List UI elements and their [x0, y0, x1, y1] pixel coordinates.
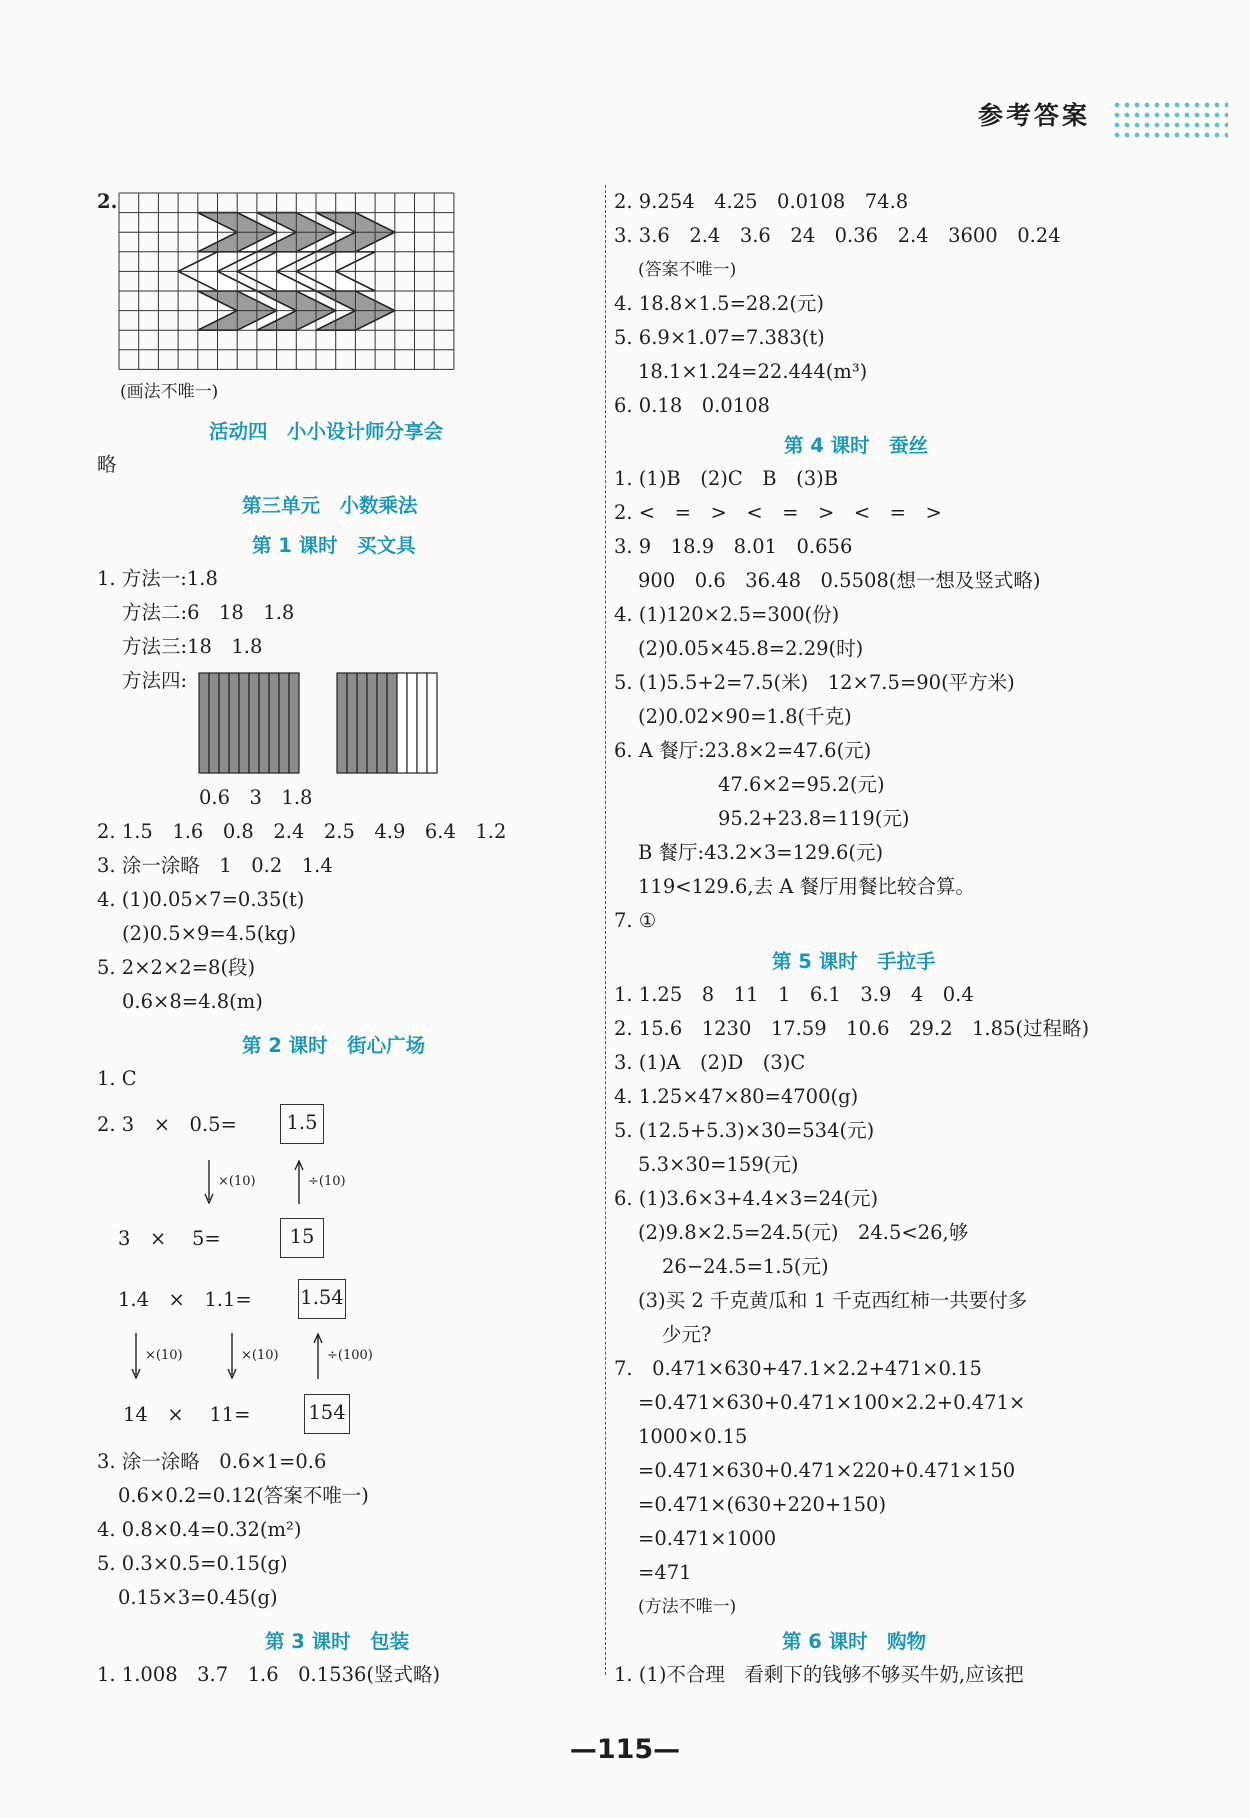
- r-q5-line2: 18.1×1.24=22.444(m³): [638, 360, 868, 383]
- arrow-up-icon: [293, 1160, 305, 1204]
- l1-q1-line4: 方法四:: [122, 669, 188, 692]
- lesson-5-heading: 第 5 课时 手拉手: [772, 950, 936, 973]
- l4-q7: 7. ①: [614, 909, 657, 932]
- header-dot-pattern: [1112, 100, 1228, 142]
- l5-q7-line1: 7. 0.471×630+47.1×2.2+471×0.15: [614, 1357, 982, 1380]
- l2-q3-line1: 3. 涂一涂略 0.6×1=0.6: [97, 1450, 327, 1473]
- l5-q3: 3. (1)A (2)D (3)C: [614, 1051, 806, 1074]
- l1-q1-line2: 方法二:6 18 1.8: [122, 601, 295, 624]
- unit-3-heading: 第三单元 小数乘法: [242, 494, 418, 517]
- l2-q4: 4. 0.8×0.4=0.32(m²): [97, 1518, 302, 1541]
- strip-cell: [397, 673, 407, 773]
- l4-q3-line2: 900 0.6 36.48 0.5508(想一想及竖式略): [638, 569, 1041, 592]
- strip-cell: [417, 673, 427, 773]
- l5-q1: 1. 1.25 8 11 1 6.1 3.9 4 0.4: [614, 983, 974, 1006]
- l5-q6-line4: (3)买 2 千克黄瓜和 1 千克西红柿一共要付多: [638, 1289, 1028, 1312]
- l4-q6-line4: B 餐厅:43.2×3=129.6(元): [638, 841, 884, 864]
- l5-q7-line7: =471: [638, 1561, 692, 1584]
- l1-q5-line2: 0.6×8=4.8(m): [122, 990, 263, 1013]
- l1-q2: 2. 1.5 1.6 0.8 2.4 2.5 4.9 6.4 1.2: [97, 820, 507, 843]
- lesson-4-heading: 第 4 课时 蚕丝: [784, 434, 929, 457]
- l2-q2-box4: 154: [304, 1394, 350, 1434]
- l5-q7-line6: =0.471×1000: [638, 1527, 777, 1550]
- strip-cell: [209, 673, 219, 773]
- l4-q5-line1: 5. (1)5.5+2=7.5(米) 12×7.5=90(平方米): [614, 671, 1015, 694]
- l2-q2-box3: 1.54: [298, 1279, 346, 1319]
- l5-q5-line2: 5.3×30=159(元): [638, 1153, 799, 1176]
- strip-cell: [347, 673, 357, 773]
- l2-q2-box1: 1.5: [280, 1104, 324, 1144]
- l3-q1: 1. 1.008 3.7 1.6 0.1536(竖式略): [97, 1663, 441, 1686]
- l4-q6-line2: 47.6×2=95.2(元): [718, 773, 885, 796]
- answer-lue: 略: [97, 453, 117, 476]
- l2-q2-row3: 1.4 × 1.1=: [118, 1288, 252, 1311]
- strip-cell: [249, 673, 259, 773]
- l4-q2: 2. < = > < = > < = >: [614, 501, 942, 524]
- q2-number: 2.: [97, 190, 118, 213]
- l4-q6-line3: 95.2+23.8=119(元): [718, 807, 910, 830]
- page-header-title: 参考答案: [978, 101, 1091, 130]
- strip-cell: [387, 673, 397, 773]
- r-q5-line1: 5. 6.9×1.07=7.383(t): [614, 326, 825, 349]
- l1-q4-line2: (2)0.5×9=4.5(kg): [122, 922, 297, 945]
- l6-q1: 1. (1)不合理 看剩下的钱够不够买牛奶,应该把: [614, 1663, 1024, 1686]
- l5-q6-line5: 少元?: [662, 1323, 712, 1346]
- l4-q4-line2: (2)0.05×45.8=2.29(时): [638, 637, 864, 660]
- column-divider: [605, 185, 606, 1675]
- l2-arrow-label-3: ×(10): [145, 1348, 183, 1363]
- l2-q2-row2: 3 × 5=: [118, 1227, 221, 1250]
- shaded-strip-right: [336, 672, 438, 774]
- activity-4-heading: 活动四 小小设计师分享会: [209, 420, 444, 443]
- l2-arrow-label-5: ÷(100): [327, 1348, 373, 1363]
- l5-q4: 4. 1.25×47×80=4700(g): [614, 1085, 859, 1108]
- l1-q1-line1: 1. 方法一:1.8: [97, 567, 218, 590]
- l1-q1-line3: 方法三:18 1.8: [122, 635, 263, 658]
- l5-q7-line4: =0.471×630+0.471×220+0.471×150: [638, 1459, 1016, 1482]
- l5-q7-line3: 1000×0.15: [638, 1425, 748, 1448]
- l4-q1: 1. (1)B (2)C B (3)B: [614, 467, 839, 490]
- strip-cell: [239, 673, 249, 773]
- strip-cell: [367, 673, 377, 773]
- l4-q6-line5: 119<129.6,去 A 餐厅用餐比较合算。: [638, 875, 976, 898]
- l5-q7-note: (方法不唯一): [638, 1597, 737, 1617]
- arrow-up-icon: [312, 1333, 324, 1379]
- strip-cell: [289, 673, 299, 773]
- arrow-down-icon: [203, 1160, 215, 1204]
- l2-arrow-label-4: ×(10): [241, 1348, 279, 1363]
- strip-cell: [279, 673, 289, 773]
- lesson-2-heading: 第 2 课时 街心广场: [242, 1034, 426, 1057]
- strip-cell: [269, 673, 279, 773]
- l2-q3-line2: 0.6×0.2=0.12(答案不唯一): [118, 1484, 369, 1507]
- l5-q2: 2. 15.6 1230 17.59 10.6 29.2 1.85(过程略): [614, 1017, 1090, 1040]
- r-q3: 3. 3.6 2.4 3.6 24 0.36 2.4 3600 0.24: [614, 224, 1061, 247]
- l2-q5-line1: 5. 0.3×0.5=0.15(g): [97, 1552, 288, 1575]
- arrow-down-icon: [130, 1333, 142, 1379]
- strip-cell: [407, 673, 417, 773]
- strip-cell: [337, 673, 347, 773]
- lesson-1-heading: 第 1 课时 买文具: [252, 534, 416, 557]
- r-q4: 4. 18.8×1.5=28.2(元): [614, 292, 825, 315]
- strip-cell: [229, 673, 239, 773]
- l2-q1: 1. C: [97, 1067, 137, 1090]
- l5-q7-line2: =0.471×630+0.471×100×2.2+0.471×: [638, 1391, 1026, 1414]
- chevron-grid-figure: [118, 192, 456, 374]
- l5-q7-line5: =0.471×(630+220+150): [638, 1493, 887, 1516]
- page-number: —115—: [569, 1734, 681, 1765]
- l1-q4-line1: 4. (1)0.05×7=0.35(t): [97, 888, 305, 911]
- strip-cell: [259, 673, 269, 773]
- strip-cell: [199, 673, 209, 773]
- l2-arrow-label-1: ×(10): [218, 1174, 256, 1189]
- r-q6: 6. 0.18 0.0108: [614, 394, 770, 417]
- l4-q5-line2: (2)0.02×90=1.8(千克): [638, 705, 852, 728]
- l4-q4-line1: 4. (1)120×2.5=300(份): [614, 603, 840, 626]
- grid-note: (画法不唯一): [120, 382, 219, 402]
- l1-q3: 3. 涂一涂略 1 0.2 1.4: [97, 854, 333, 877]
- l2-arrow-label-2: ÷(10): [308, 1174, 346, 1189]
- r-q3-note: (答案不唯一): [638, 260, 737, 280]
- l2-q2-row4: 14 × 11=: [123, 1403, 251, 1426]
- strip-cell: [377, 673, 387, 773]
- l2-q5-line2: 0.15×3=0.45(g): [118, 1586, 278, 1609]
- l2-q2-box2: 15: [280, 1218, 324, 1258]
- l5-q5-line1: 5. (12.5+5.3)×30=534(元): [614, 1119, 875, 1142]
- lesson-6-heading: 第 6 课时 购物: [782, 1630, 927, 1653]
- lesson-3-heading: 第 3 课时 包装: [265, 1630, 410, 1653]
- l1-q5-line1: 5. 2×2×2=8(段): [97, 956, 256, 979]
- strip-cell: [219, 673, 229, 773]
- l1-q1-strip-answer: 0.6 3 1.8: [199, 786, 313, 809]
- strip-cell: [427, 673, 437, 773]
- strip-cell: [357, 673, 367, 773]
- arrow-down-icon: [226, 1333, 238, 1379]
- shaded-strip-left: [198, 672, 300, 774]
- r-q2: 2. 9.254 4.25 0.0108 74.8: [614, 190, 909, 213]
- l2-q2-row1: 2. 3 × 0.5=: [97, 1113, 237, 1136]
- l4-q6-line1: 6. A 餐厅:23.8×2=47.6(元): [614, 739, 872, 762]
- l4-q3-line1: 3. 9 18.9 8.01 0.656: [614, 535, 853, 558]
- l5-q6-line2: (2)9.8×2.5=24.5(元) 24.5<26,够: [638, 1221, 969, 1244]
- l5-q6-line3: 26−24.5=1.5(元): [662, 1255, 829, 1278]
- l5-q6-line1: 6. (1)3.6×3+4.4×3=24(元): [614, 1187, 879, 1210]
